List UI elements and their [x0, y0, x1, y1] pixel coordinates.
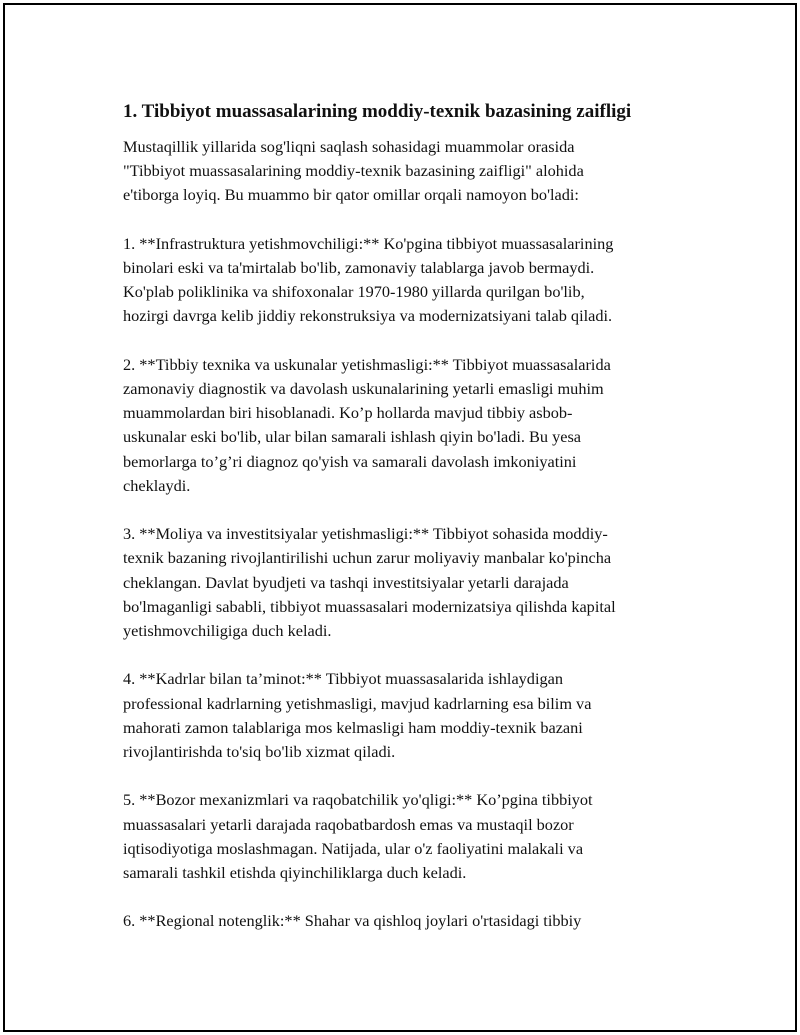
text-line: 5. **Bozor mexanizmlari va raqobatchilik yo'qligi:** Ko’pgina tibbiyot — [123, 790, 593, 810]
text-line: muassasalari yetarli darajada raqobatbardosh emas va mustaqil bozor — [123, 814, 574, 834]
paragraph-item-1 — [123, 232, 703, 329]
text-line: professional kadrlarning yetishmasligi, mavjud kadrlarning esa bilim va — [123, 693, 592, 713]
text-line: cheklaydi. — [123, 475, 191, 495]
paragraph-item-6 — [123, 909, 703, 933]
page-frame — [3, 3, 797, 1032]
text-line: samarali tashkil etishda qiyinchiliklarga duch keladi. — [123, 863, 467, 883]
text-line: binolari eski va ta'mirtalab bo'lib, zamonaviy talablarga javob bermaydi. — [123, 258, 595, 277]
text-line: texnik bazaning rivojlantirilishi uchun zarur moliyaviy manbalar ko'pincha — [123, 548, 612, 568]
text-line: rivojlantirishda to'siq bo'lib xizmat qiladi. — [123, 742, 396, 762]
text-line: mahorati zamon talablariga mos kelmasligi ham moddiy-texnik bazani — [123, 717, 583, 737]
text-line: 1. **Infrastruktura yetishmovchiligi:** Ko'pgina tibbiyot muassasalarining — [123, 233, 614, 253]
text-line: uskunalar eski bo'lib, ular bilan samarali ishlash qiyin bo'ladi. Bu yesa — [123, 427, 582, 447]
text-line: Mustaqillik yillarida sog'liqni saqlash sohasidagi muammolar orasida — [123, 137, 575, 156]
text-line: 4. **Kadrlar bilan ta’minot:** Tibbiyot muassasalarida ishlaydigan — [123, 669, 563, 689]
text-line: iqtisodiyotiga moslashmagan. Natijada, ular o'z faoliyatini malakali va — [123, 838, 584, 858]
paragraph-item-5 — [123, 788, 703, 885]
paragraph-intro — [123, 135, 703, 208]
text-line: yetishmovchiligiga duch keladi. — [123, 621, 332, 641]
document-title: 1. Tibbiyot muassasalarining moddiy-texnik bazasining zaifligi — [123, 101, 632, 122]
text-line: zamonaviy diagnostik va davolash uskunalarining yetarli emasligi muhim — [123, 379, 604, 398]
text-line: 6. **Regional notenglik:** Shahar va qishloq joylari o'rtasidagi tibbiy — [123, 911, 582, 931]
text-line: bo'lmaganligi sababli, tibbiyot muassasalari modernizatsiya qilishda kapital — [123, 596, 616, 616]
text-line: cheklangan. Davlat byudjeti va tashqi investitsiyalar yetarli darajada — [123, 572, 569, 592]
paragraph-item-2 — [123, 353, 703, 498]
text-line: 2. **Tibbiy texnika va uskunalar yetishmasligi:** Tibbiyot muassasalarida — [123, 354, 611, 374]
text-line: "Tibbiyot muassasalarining moddiy-texnik bazasining zaifligi" alohida — [123, 161, 584, 181]
text-line: 3. **Moliya va investitsiyalar yetishmasligi:** Tibbiyot sohasida moddiy- — [123, 524, 608, 544]
document-body — [123, 99, 703, 958]
text-line: e'tiborga loyiq. Bu muammo bir qator omillar orqali namoyon bo'ladi: — [123, 185, 579, 205]
text-line: muammolardan biri hisoblanadi. Ko’p hollarda mavjud tibbiy asbob- — [123, 403, 573, 423]
text-line: hozirgi davrga kelib jiddiy rekonstruksiya va modernizatsiyani talab qiladi. — [123, 306, 613, 326]
paragraph-item-3 — [123, 522, 703, 643]
text-line: Ko'plab poliklinika va shifoxonalar 1970-1980 yillarda qurilgan bo'lib, — [123, 282, 585, 302]
paragraph-item-4 — [123, 667, 703, 764]
text-line: bemorlarga to’g’ri diagnoz qo'yish va samarali davolash imkoniyatini — [123, 451, 577, 471]
